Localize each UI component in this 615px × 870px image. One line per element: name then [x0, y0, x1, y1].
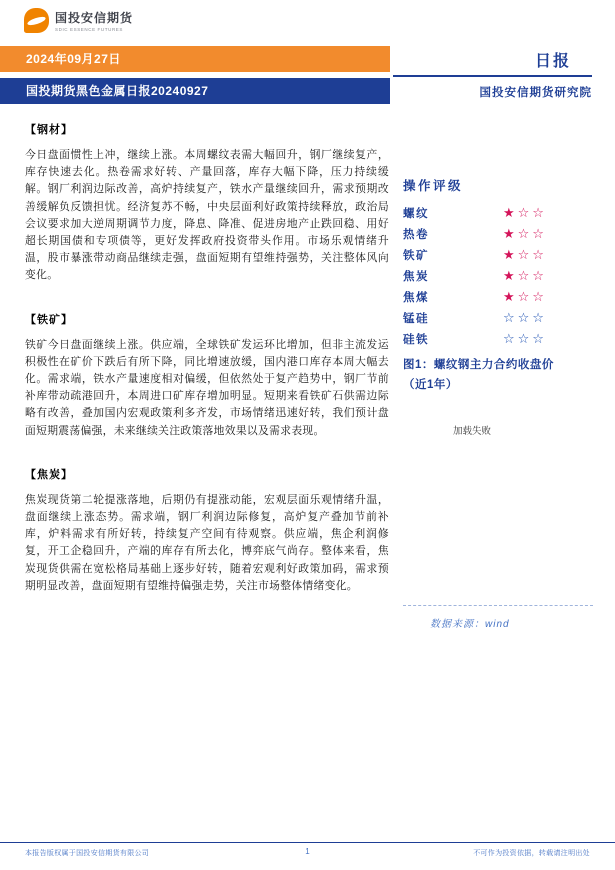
rating-stars: ★☆☆	[503, 268, 547, 283]
section-iron-ore	[25, 311, 389, 440]
rating-row-silicomanganese	[403, 307, 593, 328]
institute-name: 国投安信期货研究院	[479, 87, 592, 99]
footer-divider	[0, 842, 615, 843]
section-heading-iron-ore: 【铁矿】	[25, 313, 73, 326]
figure-caption	[403, 355, 593, 395]
report-title-banner: 国投期货黑色金属日报20240927	[0, 78, 390, 104]
rating-stars: ★☆☆	[503, 247, 547, 262]
footer-copyright: 本报告版权属于国投安信期货有限公司	[25, 850, 150, 857]
report-type-label: 日报	[534, 53, 571, 70]
figure-divider	[403, 605, 593, 606]
company-logo-icon	[24, 8, 49, 33]
rating-name: 锰硅	[403, 312, 429, 325]
rating-name: 铁矿	[403, 249, 429, 262]
section-body-coke: 焦炭现货第二轮提涨落地，后期仍有提涨动能，宏观层面乐观情绪升温，盘面继续上涨态势。需求端，钢厂利润边际修复，高炉复产叠加节前补库，炉料需求有所好转，持续复产空间有待观察。供应端，焦企利润修复，开工企稳回升，产端的库存有所去化，博弈底气尚存。整体来看，焦炭现货供需在宽松格局基础上逐步好转，随着宏观利好政策加码，需求预期明显改善，盘面短期有望维持偏强走势，关注市场整体情绪变化。	[25, 493, 389, 592]
figure-load-failed-text: 加载失败	[453, 426, 492, 437]
rating-row-iron-ore	[403, 244, 593, 265]
rating-row-coking-coal	[403, 286, 593, 307]
company-logo-text	[55, 9, 133, 32]
rating-row-ferrosilicon	[403, 328, 593, 349]
footer-disclaimer: 不可作为投资依据，转载请注明出处	[473, 850, 590, 857]
rating-stars: ☆☆☆	[503, 310, 547, 325]
rating-row-rebar	[403, 202, 593, 223]
rating-stars: ☆☆☆	[503, 331, 547, 346]
footer-page-number: 1	[305, 847, 310, 856]
data-source: 数据来源：wind	[430, 619, 510, 630]
section-body-iron-ore: 铁矿今日盘面继续上涨。供应端，全球铁矿发运环比增加，但非主流发运积极性在矿价下跌后有所下降，同比增速放缓，国内港口库存本周大幅去化。需求端，铁水产量速度相对偏缓，但依然处于复产趋势中，钢厂节前补库带动疏港回升，本周进口矿库存增加明显。短期来看铁矿石供需边际略有改善，叠加国内宏观政策利多齐发，市场情绪迅速好转，我们预计盘面短期震荡偏强，未来继续关注政策落地效果以及需求表现。	[25, 338, 389, 437]
rating-row-coke	[403, 265, 593, 286]
rating-name: 热卷	[403, 228, 429, 241]
sidebar	[403, 178, 593, 630]
figure-caption-line1: 图1：螺纹钢主力合约收盘价	[403, 359, 554, 371]
figure-caption-line2: （近1年）	[403, 379, 458, 391]
section-coke	[25, 466, 389, 595]
section-steel	[25, 121, 389, 285]
report-body	[25, 121, 389, 621]
section-heading-steel: 【钢材】	[25, 124, 73, 136]
header-divider	[393, 75, 592, 77]
date-banner: 2024年09月27日	[0, 46, 390, 72]
section-body-steel: 今日盘面惯性上冲，继续上涨。本周螺纹表需大幅回升，钢厂继续复产，库存快速去化。热卷需求好转、产量回落，库存大幅下降，压力持续缓解。钢厂利润边际改善，高炉持续复产，铁水产量继续回升，需求预期改善缓解负反馈担忧。经济复苏不畅，中央层面利好政策持续释放，政治局会议要求加大逆周期调节力度，降息、降准、促进房地产止跌回稳、用好超长期国债和专项债等，更好发挥政府投资带头作用。市场乐观情绪升温，股市暴涨带动商品继续走强，盘面短期有望维持强势，关注整体风向变化。	[25, 149, 389, 282]
rating-row-hot-coil	[403, 223, 593, 244]
rating-name: 螺纹	[403, 207, 429, 220]
rating-name: 焦炭	[403, 270, 429, 283]
ratings-title: 操作评级	[403, 179, 464, 193]
rating-stars: ★☆☆	[503, 289, 547, 304]
company-logo	[24, 8, 133, 33]
company-name-en: SDIC ESSENCE FUTURES	[55, 27, 124, 32]
rating-name: 硅铁	[403, 333, 429, 346]
rating-name: 焦煤	[403, 291, 429, 304]
rating-stars: ★☆☆	[503, 226, 547, 241]
rating-stars: ★☆☆	[503, 205, 547, 220]
company-name: 国投安信期货	[55, 11, 134, 25]
section-heading-coke: 【焦炭】	[25, 468, 73, 481]
